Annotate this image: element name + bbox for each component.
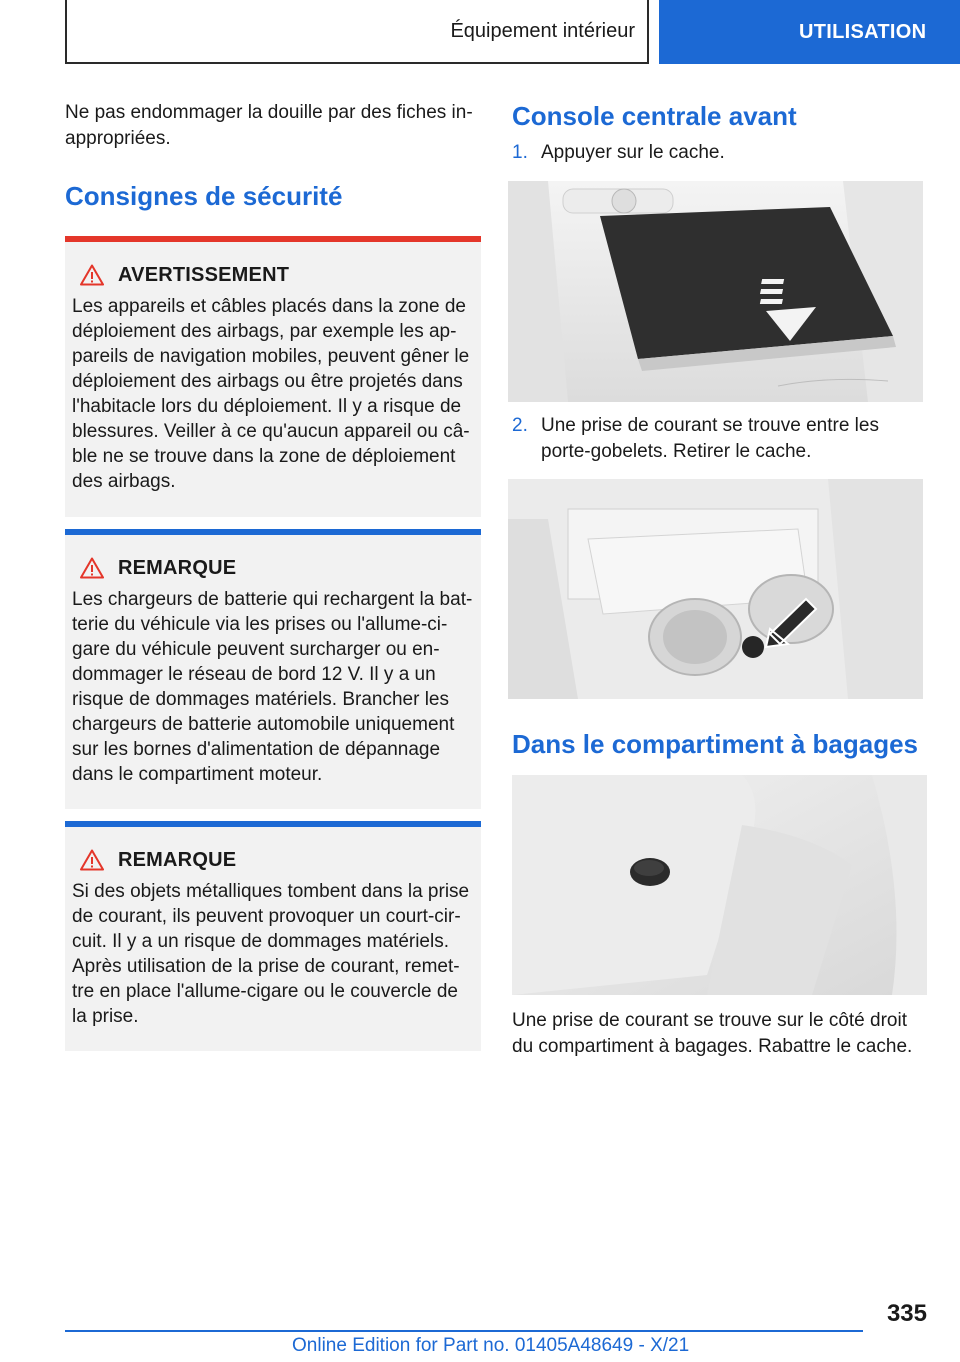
note-title-2: REMARQUE (118, 848, 237, 871)
safety-heading: Consignes de sécurité (65, 181, 343, 211)
console-heading: Console centrale avant (512, 101, 797, 131)
header-section-title: Équipement intérieur (450, 19, 635, 42)
step-2 (512, 413, 912, 465)
intro-paragraph: Ne pas endommager la douille par des fiches in-appropriées. (65, 102, 473, 149)
warning-header (72, 260, 473, 290)
warning-title: AVERTISSEMENT (118, 263, 290, 286)
warning-triangle-icon (80, 557, 104, 579)
console-cover-photo (508, 181, 923, 402)
note-box-2 (65, 821, 481, 1051)
warning-body: Les appareils et câbles placés dans la zone de déploiement des airbags, par exemple les ap-pareils de navigation mobiles, peuvent gêner le déploiement des airbags ou être projetés dans l'habitacle lors du déploiement. Il y a risque de blessures. Veiller à ce qu'aucun appareil ou câ-ble ne se trouve dans la zone de déploiement des airbags. (72, 296, 470, 492)
cupholder-socket-photo (508, 479, 923, 699)
note-header-1 (72, 553, 473, 583)
step-2-text: Une prise de courant se trouve entre les porte-gobelets. Retirer le cache. (541, 415, 879, 462)
note-title-1: REMARQUE (118, 556, 237, 579)
trunk-heading: Dans le compartiment à bagages (512, 729, 919, 759)
console-cover-illustration (508, 181, 923, 402)
header-chapter-title: UTILISATION (799, 20, 927, 43)
page-number: 335 (886, 1300, 927, 1327)
note-header-2 (72, 845, 473, 875)
step-1-number: 1. (512, 142, 528, 163)
trunk-socket-photo (512, 775, 927, 995)
warning-box (65, 236, 481, 517)
trunk-socket-illustration (512, 775, 927, 995)
warning-triangle-icon (80, 849, 104, 871)
note-body-2: Si des objets métalliques tombent dans la prise de courant, ils peuvent provoquer un court-cir-cuit. Il y a un risque de dommages matériels. Après utilisation de la prise de courant, remet-tre en place l'allume-cigare ou le couvercle de la prise. (72, 881, 470, 1027)
note-body-1: Les chargeurs de batterie qui rechargent la bat-terie du véhicule via les prises ou l'allume-ci-gare du véhicule peuvent surcharger ou en-dommager le réseau de bord 12 V. Il y a un risque de dommages matériels. Brancher les chargeurs de batterie automobile uniquement sur les bornes d'alimentation de dépannage dans le compartiment moteur. (72, 589, 473, 785)
footer-divider (65, 1330, 863, 1332)
cupholder-socket-illustration (508, 479, 923, 699)
note-box-1 (65, 529, 481, 809)
footer-edition: Online Edition for Part no. 01405A48649 - X/21 (292, 1335, 690, 1356)
trunk-paragraph: Une prise de courant se trouve sur le côté droit du compartiment à bagages. Rabattre le cache. (512, 1010, 913, 1057)
header-chapter-tab[interactable] (659, 0, 960, 64)
left-column (65, 100, 481, 1051)
warning-triangle-icon (80, 264, 104, 286)
step-1-text: Appuyer sur le cache. (541, 142, 725, 163)
header-section-box (65, 0, 649, 64)
right-column (512, 100, 928, 166)
step-1 (512, 140, 928, 166)
step-2-number: 2. (512, 415, 528, 436)
